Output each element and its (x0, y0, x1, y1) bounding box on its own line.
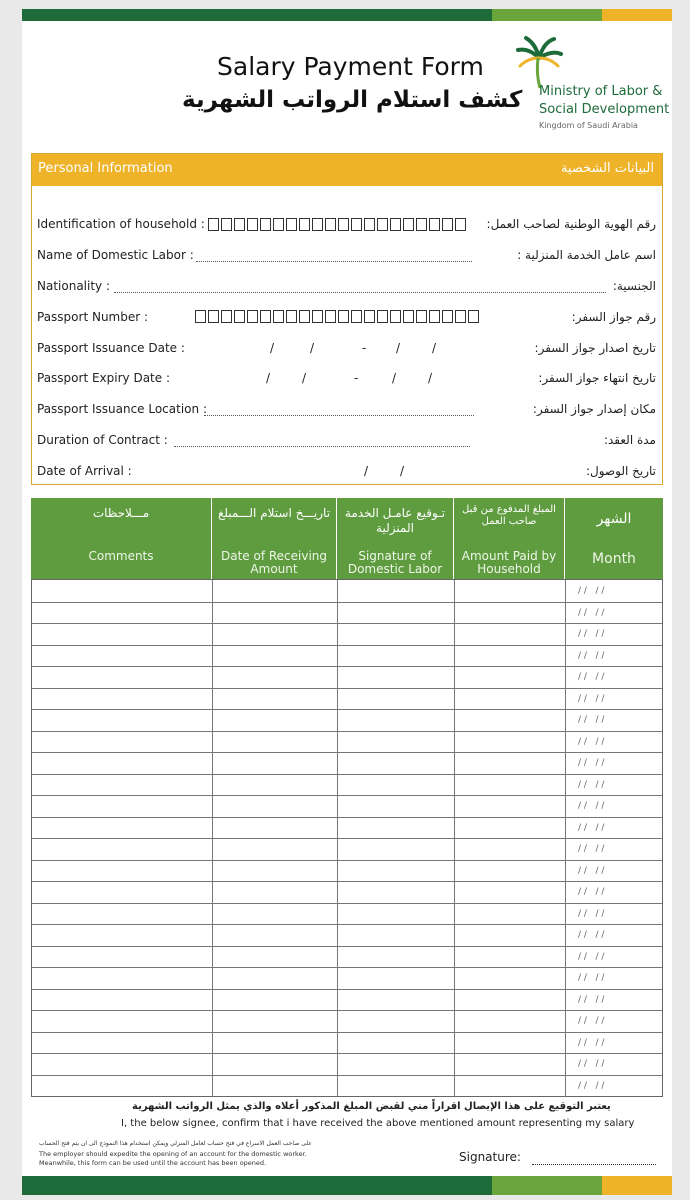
palm-logo-icon (514, 34, 564, 89)
passport-issuance-date-label-ar: تاريخ اصدار جواز السفر: (534, 341, 656, 355)
top-color-bar (22, 9, 672, 21)
personal-information-section (31, 153, 663, 485)
table-row-line (32, 903, 662, 904)
month-date-placeholder: / / / / (578, 908, 605, 919)
date-separator: / (266, 371, 271, 385)
signature-field[interactable] (532, 1164, 656, 1165)
range-separator: - (362, 341, 367, 355)
table-row-line (32, 645, 662, 646)
date-separator: / (392, 371, 397, 385)
arrival-date-label-ar: تاريخ الوصول: (585, 464, 656, 478)
month-date-placeholder: / / / / (578, 650, 605, 661)
table-row-line (32, 881, 662, 882)
table-row-line (32, 860, 662, 861)
month-date-placeholder: / / / / (578, 672, 605, 682)
table-row-line (32, 946, 662, 947)
date-separator: / (432, 341, 437, 355)
month-date-placeholder: / / / / (578, 1059, 605, 1069)
passport-issuance-date-label: Passport Issuance Date : (37, 341, 185, 355)
range-separator: - (354, 371, 359, 385)
form-title-en: Salary Payment Form (217, 52, 484, 81)
table-row-line (32, 731, 662, 732)
month-date-placeholder: / / / / (578, 1016, 605, 1026)
employer-note-en-line2: Meanwhile, this form can be used until the account has been opened. (39, 1159, 267, 1167)
month-date-placeholder: / / / / (578, 779, 605, 790)
column-header-amount-paid: المبلغ المدفوع من قبل صاحب العمل Amount Paid by Household (454, 498, 565, 579)
column-header-month: الشهر Month (565, 498, 663, 579)
date-separator: / (310, 341, 315, 355)
household-id-label-ar: رقم الهوية الوطنية لصاحب العمل: (486, 217, 656, 231)
contract-duration-field[interactable] (174, 446, 470, 447)
table-row-line (32, 795, 662, 796)
month-date-placeholder: / / / / (578, 865, 605, 876)
date-separator: / (302, 371, 307, 385)
month-date-placeholder: / / / / (578, 973, 605, 983)
passport-issuance-location-field[interactable] (204, 415, 474, 416)
table-row-line (32, 1053, 662, 1054)
table-row-line (32, 774, 662, 775)
salary-table-grid[interactable] (31, 579, 663, 1097)
ministry-name-line1: Ministry of Labor & (539, 84, 663, 99)
contract-duration-label: Duration of Contract : (37, 433, 168, 447)
month-date-placeholder: / / / / (578, 801, 605, 811)
bottom-color-bar (22, 1176, 672, 1195)
domestic-labor-name-field[interactable] (196, 261, 472, 262)
table-row-line (32, 924, 662, 925)
passport-expiry-date-label: Passport Expiry Date : (37, 371, 170, 385)
date-separator: / (364, 464, 369, 478)
confirmation-note-ar: يعتبر التوقيع على هذا الإيصال اقراراً مني لقبض المبلغ المذكور أعلاه والذي يمثل الرواتب الشهرية (132, 1101, 611, 1112)
passport-expiry-date-label-ar: تاريخ انتهاء جواز السفر: (538, 371, 656, 385)
nationality-field[interactable] (114, 292, 606, 293)
personal-information-header (32, 154, 662, 186)
month-date-placeholder: / / / / (578, 693, 605, 704)
table-row-line (32, 1032, 662, 1033)
table-row-line (32, 967, 662, 968)
section-title-ar: البيانات الشخصية (560, 161, 654, 176)
column-header-comments: مـــلاحظات Comments (31, 498, 212, 579)
month-date-placeholder: / / / / (578, 844, 605, 854)
form-title-ar: كشف استلام الرواتب الشهرية (182, 87, 523, 113)
month-date-placeholder: / / / / (578, 930, 605, 940)
month-date-placeholder: / / / / (578, 951, 605, 962)
household-id-boxes[interactable] (208, 218, 468, 231)
month-date-placeholder: / / / / (578, 586, 605, 596)
table-row-line (32, 602, 662, 603)
table-row-line (32, 623, 662, 624)
table-row-line (32, 989, 662, 990)
month-date-placeholder: / / / / (578, 1080, 605, 1091)
contract-duration-label-ar: مدة العقد: (603, 433, 656, 447)
ministry-country: Kingdom of Saudi Arabia (539, 121, 638, 130)
passport-number-label: Passport Number : (37, 310, 149, 324)
table-row-line (32, 838, 662, 839)
month-date-placeholder: / / / / (578, 994, 605, 1005)
signature-label: Signature: (459, 1150, 521, 1164)
passport-number-boxes[interactable] (195, 310, 481, 323)
date-separator: / (428, 371, 433, 385)
table-row-line (32, 666, 662, 667)
month-date-placeholder: / / / / (578, 758, 605, 768)
ministry-name-line2: Social Development (539, 102, 670, 117)
month-date-placeholder: / / / / (578, 887, 605, 897)
table-row-line (32, 1010, 662, 1011)
table-row-line (32, 688, 662, 689)
table-row-line (32, 709, 662, 710)
month-date-placeholder: / / / / (578, 607, 605, 618)
employer-note-ar: على صاحب العمل الاسراع في فتح حساب لعامل المنزلي ويمكن استخدام هذا النموذج الى ان يتم فتح الحساب (39, 1140, 312, 1147)
table-row-line (32, 817, 662, 818)
month-date-placeholder: / / / / (578, 1037, 605, 1048)
date-separator: / (400, 464, 405, 478)
date-separator: / (396, 341, 401, 355)
table-row-line (32, 1075, 662, 1076)
household-id-label: Identification of household : (37, 217, 205, 231)
date-separator: / (270, 341, 275, 355)
passport-number-label-ar: رقم جواز السفر: (571, 310, 656, 324)
passport-issuance-location-label: Passport Issuance Location : (37, 402, 207, 416)
nationality-label: Nationality : (37, 279, 111, 293)
confirmation-note-en: I, the below signee, confirm that i have received the above mentioned amount representing my salary (121, 1118, 635, 1129)
month-date-placeholder: / / / / (578, 822, 605, 833)
month-date-placeholder: / / / / (578, 736, 605, 747)
form-page (22, 9, 672, 1195)
passport-issuance-location-label-ar: مكان إصدار جواز السفر: (532, 402, 656, 416)
employer-note-en-line1: The employer should expedite the opening of an account for the domestic worker. (39, 1150, 307, 1158)
table-row-line (32, 752, 662, 753)
column-header-signature: تـوقيع عامـل الخدمة المنزلية Signature of Domestic Labor (337, 498, 454, 579)
arrival-date-label: Date of Arrival : (37, 464, 132, 478)
nationality-label-ar: الجنسية: (612, 279, 656, 293)
month-date-placeholder: / / / / (578, 629, 605, 639)
section-title-en: Personal Information (38, 161, 173, 176)
month-date-placeholder: / / / / (578, 715, 605, 725)
column-header-date-received: تاريـــخ استلام الـــمبلغ Date of Receiving Amount (212, 498, 337, 579)
domestic-labor-name-label: Name of Domestic Labor : (37, 248, 194, 262)
domestic-labor-name-label-ar: اسم عامل الخدمة المنزلية : (517, 248, 656, 262)
